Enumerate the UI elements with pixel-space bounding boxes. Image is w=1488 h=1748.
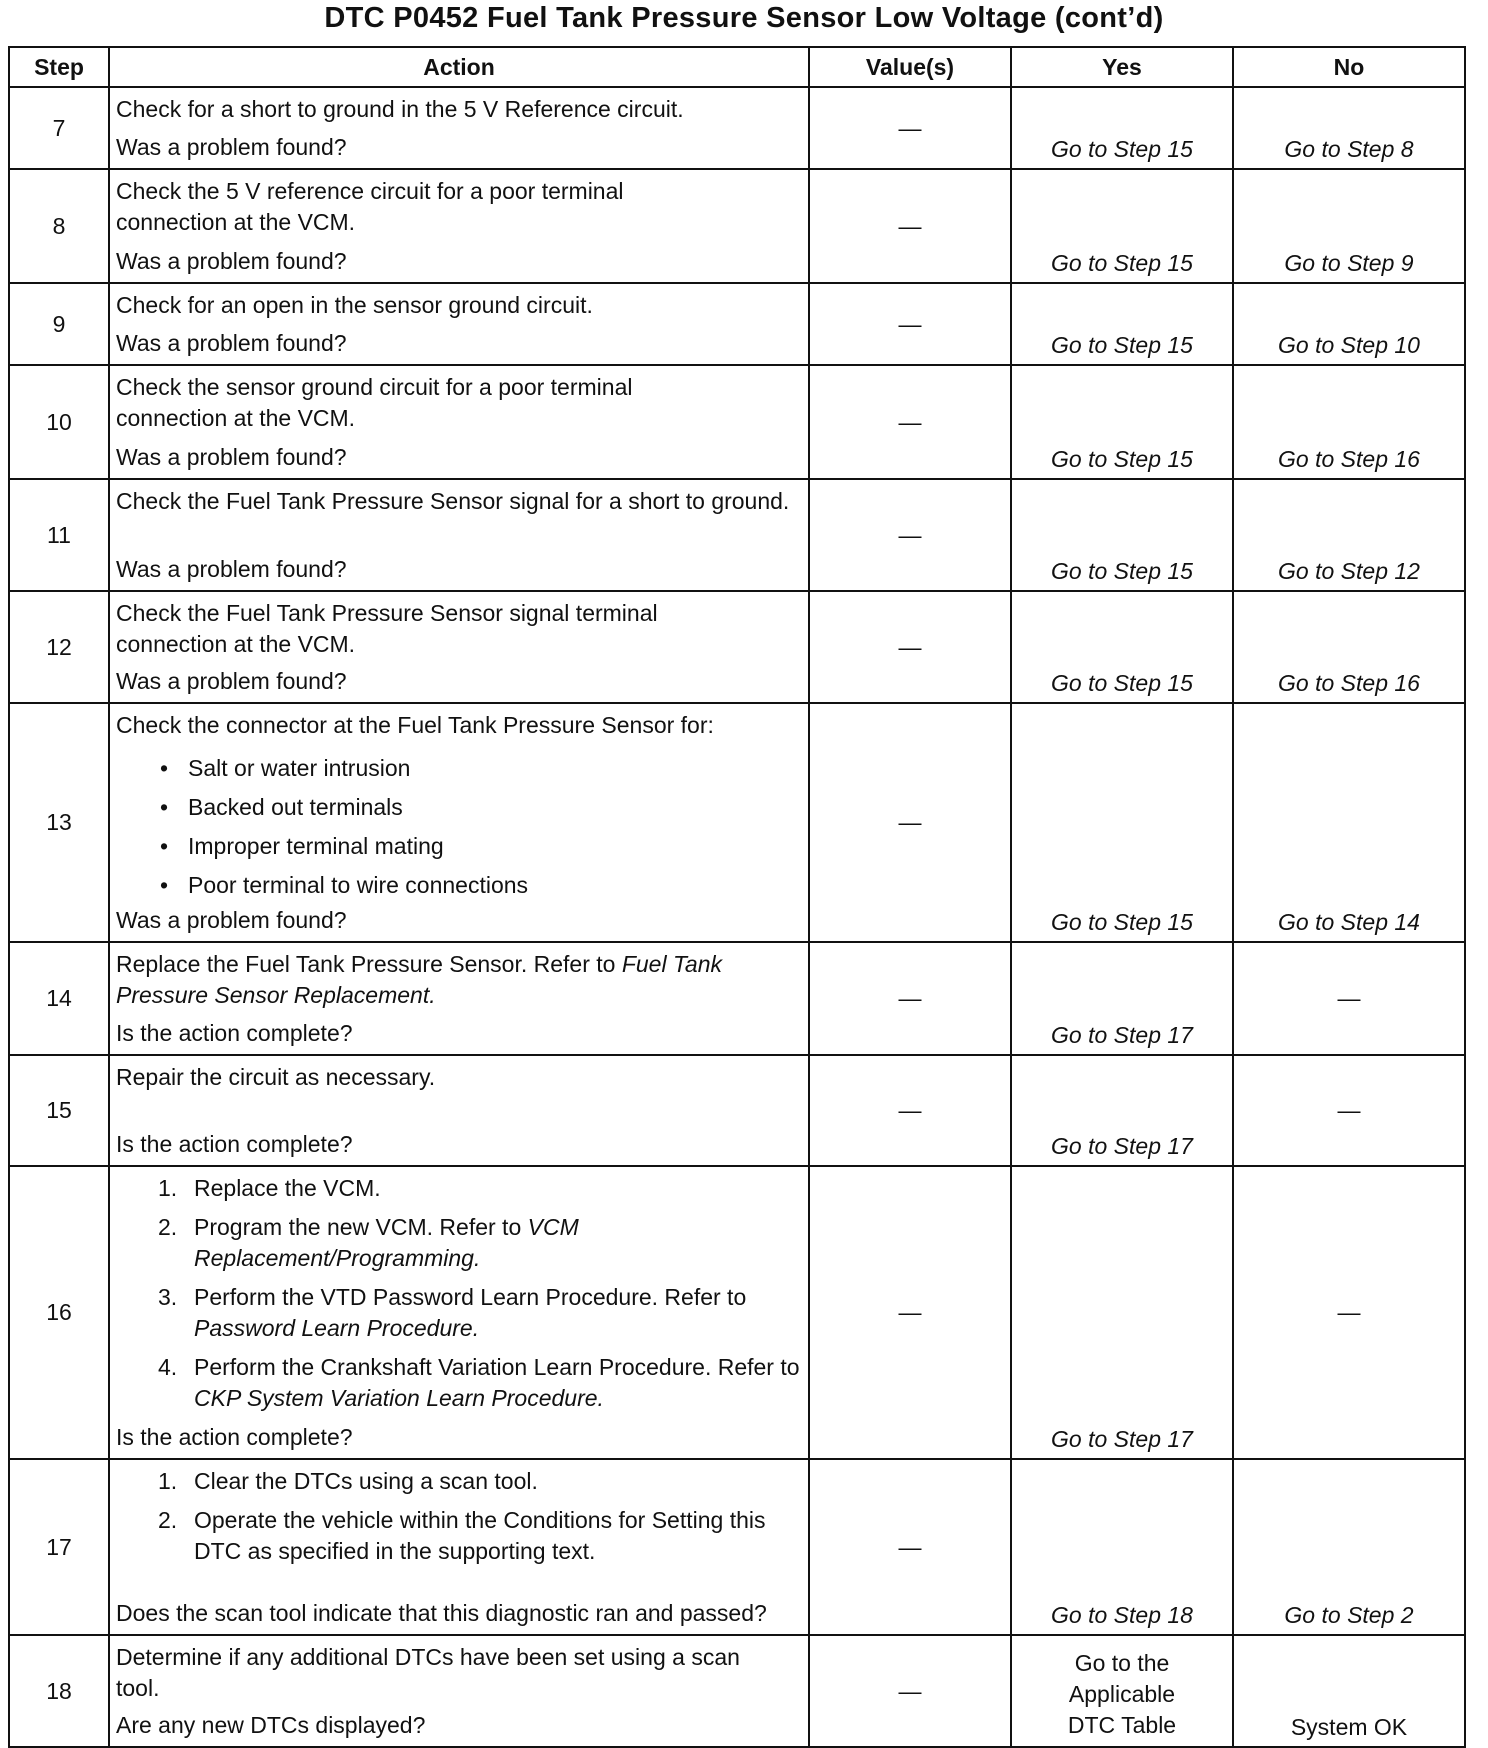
action-text: Check for a short to ground in the 5 V Reference circuit. [116, 96, 684, 122]
value-cell: — [809, 1055, 1011, 1166]
yes-cell: Go to Step 17 [1011, 942, 1233, 1055]
punctuation: . [472, 1315, 480, 1341]
yes-cell: Go to Step 18 [1011, 1459, 1233, 1635]
item-number: 1. [158, 1175, 178, 1201]
item-number: 2. [158, 1214, 178, 1240]
action-text: Check the connector at the Fuel Tank Pressure Sensor for: [116, 712, 714, 738]
yes-cell [1011, 1635, 1233, 1747]
action-layout [116, 94, 802, 163]
table-row [9, 479, 1465, 591]
table-row [9, 283, 1465, 365]
value-cell: — [809, 169, 1011, 283]
value-cell: — [809, 283, 1011, 365]
table-row [9, 87, 1465, 169]
no-cell: — [1233, 1166, 1465, 1459]
action-layout [116, 176, 802, 277]
list-item: • Salt or water intrusion [188, 749, 802, 788]
list-item [158, 1212, 802, 1274]
yes-cell: Go to Step 17 [1011, 1166, 1233, 1459]
action-question: Is the action complete? [116, 1020, 353, 1046]
punctuation: . [429, 982, 436, 1008]
list-item: • Poor terminal to wire connections [188, 866, 802, 905]
diagnostic-table [8, 46, 1466, 1748]
yes-line: DTC Table [1067, 1712, 1177, 1738]
header-yes: Yes [1011, 47, 1233, 87]
yes-line: Go to the [1074, 1650, 1170, 1676]
action-text: Check the sensor ground circuit for a poor terminal connection at the VCM. [116, 374, 633, 431]
no-cell: — [1233, 942, 1465, 1055]
action-question: Was a problem found? [116, 668, 347, 694]
action-layout [116, 1642, 802, 1741]
no-cell: Go to Step 14 [1233, 703, 1465, 942]
table-row [9, 169, 1465, 283]
list-item: • Improper terminal mating [188, 827, 802, 866]
step-number: 13 [9, 703, 109, 942]
step-number: 10 [9, 365, 109, 479]
action-cell [109, 479, 809, 591]
yes-cell: Go to Step 17 [1011, 1055, 1233, 1166]
table-row [9, 703, 1465, 942]
yes-line: Applicable [1068, 1681, 1176, 1707]
action-text: Check the Fuel Tank Pressure Sensor signal for a short to ground. [116, 488, 790, 514]
action-cell [109, 169, 809, 283]
item-number: 3. [158, 1284, 178, 1310]
yes-cell: Go to Step 15 [1011, 365, 1233, 479]
no-cell: Go to Step 16 [1233, 365, 1465, 479]
action-question: Was a problem found? [116, 556, 347, 582]
reference-link[interactable]: Fuel Tank Pressure Sensor Replacement [116, 951, 722, 1008]
action-layout [116, 710, 802, 936]
action-layout [116, 486, 802, 585]
step-number: 12 [9, 591, 109, 703]
action-layout [116, 1173, 802, 1453]
action-cell [109, 1459, 809, 1635]
no-cell: Go to Step 12 [1233, 479, 1465, 591]
list-item [158, 1466, 802, 1497]
action-question: Was a problem found? [116, 907, 347, 933]
header-action: Action [109, 47, 809, 87]
list-item: • Backed out terminals [188, 788, 802, 827]
header-row [9, 47, 1465, 87]
item-text: Perform the Crankshaft Variation Learn Procedure. Refer to [194, 1354, 800, 1380]
item-number: 1. [158, 1468, 178, 1494]
punctuation: . [473, 1245, 481, 1271]
action-text: Check the 5 V reference circuit for a poor terminal connection at the VCM. [116, 178, 624, 235]
no-cell: Go to Step 8 [1233, 87, 1465, 169]
numbered-list [116, 1173, 802, 1422]
action-question: Are any new DTCs displayed? [116, 1712, 426, 1738]
item-text: Perform the VTD Password Learn Procedure. Refer to [194, 1284, 747, 1310]
item-number: 2. [158, 1507, 178, 1533]
action-text-plain: Replace the Fuel Tank Pressure Sensor. Refer to [116, 951, 622, 977]
action-question: Is the action complete? [116, 1131, 353, 1157]
value-cell: — [809, 1635, 1011, 1747]
reference-link[interactable]: VCM Replacement/Programming [194, 1214, 579, 1271]
action-cell [109, 87, 809, 169]
table-row [9, 365, 1465, 479]
value-cell: — [809, 591, 1011, 703]
no-cell: Go to Step 9 [1233, 169, 1465, 283]
action-text: Repair the circuit as necessary. [116, 1064, 436, 1090]
action-layout [116, 290, 802, 359]
no-cell: Go to Step 16 [1233, 591, 1465, 703]
table-row [9, 591, 1465, 703]
list-item [158, 1505, 802, 1567]
item-number: 4. [158, 1354, 178, 1380]
step-number: 14 [9, 942, 109, 1055]
header-step: Step [9, 47, 109, 87]
punctuation: . [597, 1385, 604, 1411]
action-cell [109, 1055, 809, 1166]
action-cell [109, 1166, 809, 1459]
bullet-list [116, 749, 802, 905]
value-cell: — [809, 1459, 1011, 1635]
item-text: Program the new VCM. Refer to [194, 1214, 528, 1240]
yes-cell: Go to Step 15 [1011, 87, 1233, 169]
action-layout [116, 1062, 802, 1160]
step-number: 11 [9, 479, 109, 591]
item-text: Clear the DTCs using a scan tool. [194, 1468, 538, 1494]
value-cell: — [809, 479, 1011, 591]
header-values: Value(s) [809, 47, 1011, 87]
action-question: Was a problem found? [116, 134, 347, 160]
action-question: Is the action complete? [116, 1424, 353, 1450]
step-number: 16 [9, 1166, 109, 1459]
action-cell [109, 1635, 809, 1747]
yes-cell: Go to Step 15 [1011, 169, 1233, 283]
yes-cell: Go to Step 15 [1011, 703, 1233, 942]
action-text: Check for an open in the sensor ground circuit. [116, 292, 593, 318]
action-layout [116, 1466, 802, 1629]
item-text: Operate the vehicle within the Conditions for Setting this DTC as specified in the supporting text. [194, 1507, 766, 1564]
header-no: No [1233, 47, 1465, 87]
value-cell: — [809, 703, 1011, 942]
value-cell: — [809, 365, 1011, 479]
step-number: 8 [9, 169, 109, 283]
step-number: 9 [9, 283, 109, 365]
item-text: Replace the VCM. [194, 1175, 381, 1201]
action-text: Determine if any additional DTCs have been set using a scan tool. [116, 1644, 740, 1701]
action-cell [109, 703, 809, 942]
numbered-list [116, 1466, 802, 1569]
action-text: Check the Fuel Tank Pressure Sensor signal terminal connection at the VCM. [116, 600, 658, 657]
no-cell: — [1233, 1055, 1465, 1166]
list-item [158, 1173, 802, 1204]
no-cell: Go to Step 10 [1233, 283, 1465, 365]
step-number: 15 [9, 1055, 109, 1166]
action-cell [109, 591, 809, 703]
no-cell: System OK [1233, 1635, 1465, 1747]
action-question: Was a problem found? [116, 444, 347, 470]
value-cell: — [809, 942, 1011, 1055]
yes-cell: Go to Step 15 [1011, 283, 1233, 365]
table-row [9, 1166, 1465, 1459]
action-question: Does the scan tool indicate that this diagnostic ran and passed? [116, 1600, 767, 1626]
step-number: 18 [9, 1635, 109, 1747]
list-item [158, 1282, 802, 1344]
reference-link[interactable]: Password Learn Procedure [194, 1315, 473, 1341]
step-number: 17 [9, 1459, 109, 1635]
action-cell [109, 365, 809, 479]
action-layout [116, 598, 802, 697]
reference-link[interactable]: CKP System Variation Learn Procedure [194, 1385, 598, 1411]
list-item [158, 1352, 802, 1414]
table-row [9, 942, 1465, 1055]
yes-cell: Go to Step 15 [1011, 479, 1233, 591]
action-question: Was a problem found? [116, 330, 347, 356]
table-row [9, 1635, 1465, 1747]
action-layout [116, 372, 802, 473]
action-layout [116, 949, 802, 1049]
no-cell: Go to Step 2 [1233, 1459, 1465, 1635]
action-cell [109, 283, 809, 365]
yes-cell: Go to Step 15 [1011, 591, 1233, 703]
page-title: DTC P0452 Fuel Tank Pressure Sensor Low Voltage (cont’d) [324, 2, 1164, 34]
table-row [9, 1459, 1465, 1635]
action-cell [109, 942, 809, 1055]
action-text [116, 949, 776, 1011]
step-number: 7 [9, 87, 109, 169]
action-question: Was a problem found? [116, 248, 347, 274]
value-cell: — [809, 87, 1011, 169]
table-row [9, 1055, 1465, 1166]
value-cell: — [809, 1166, 1011, 1459]
